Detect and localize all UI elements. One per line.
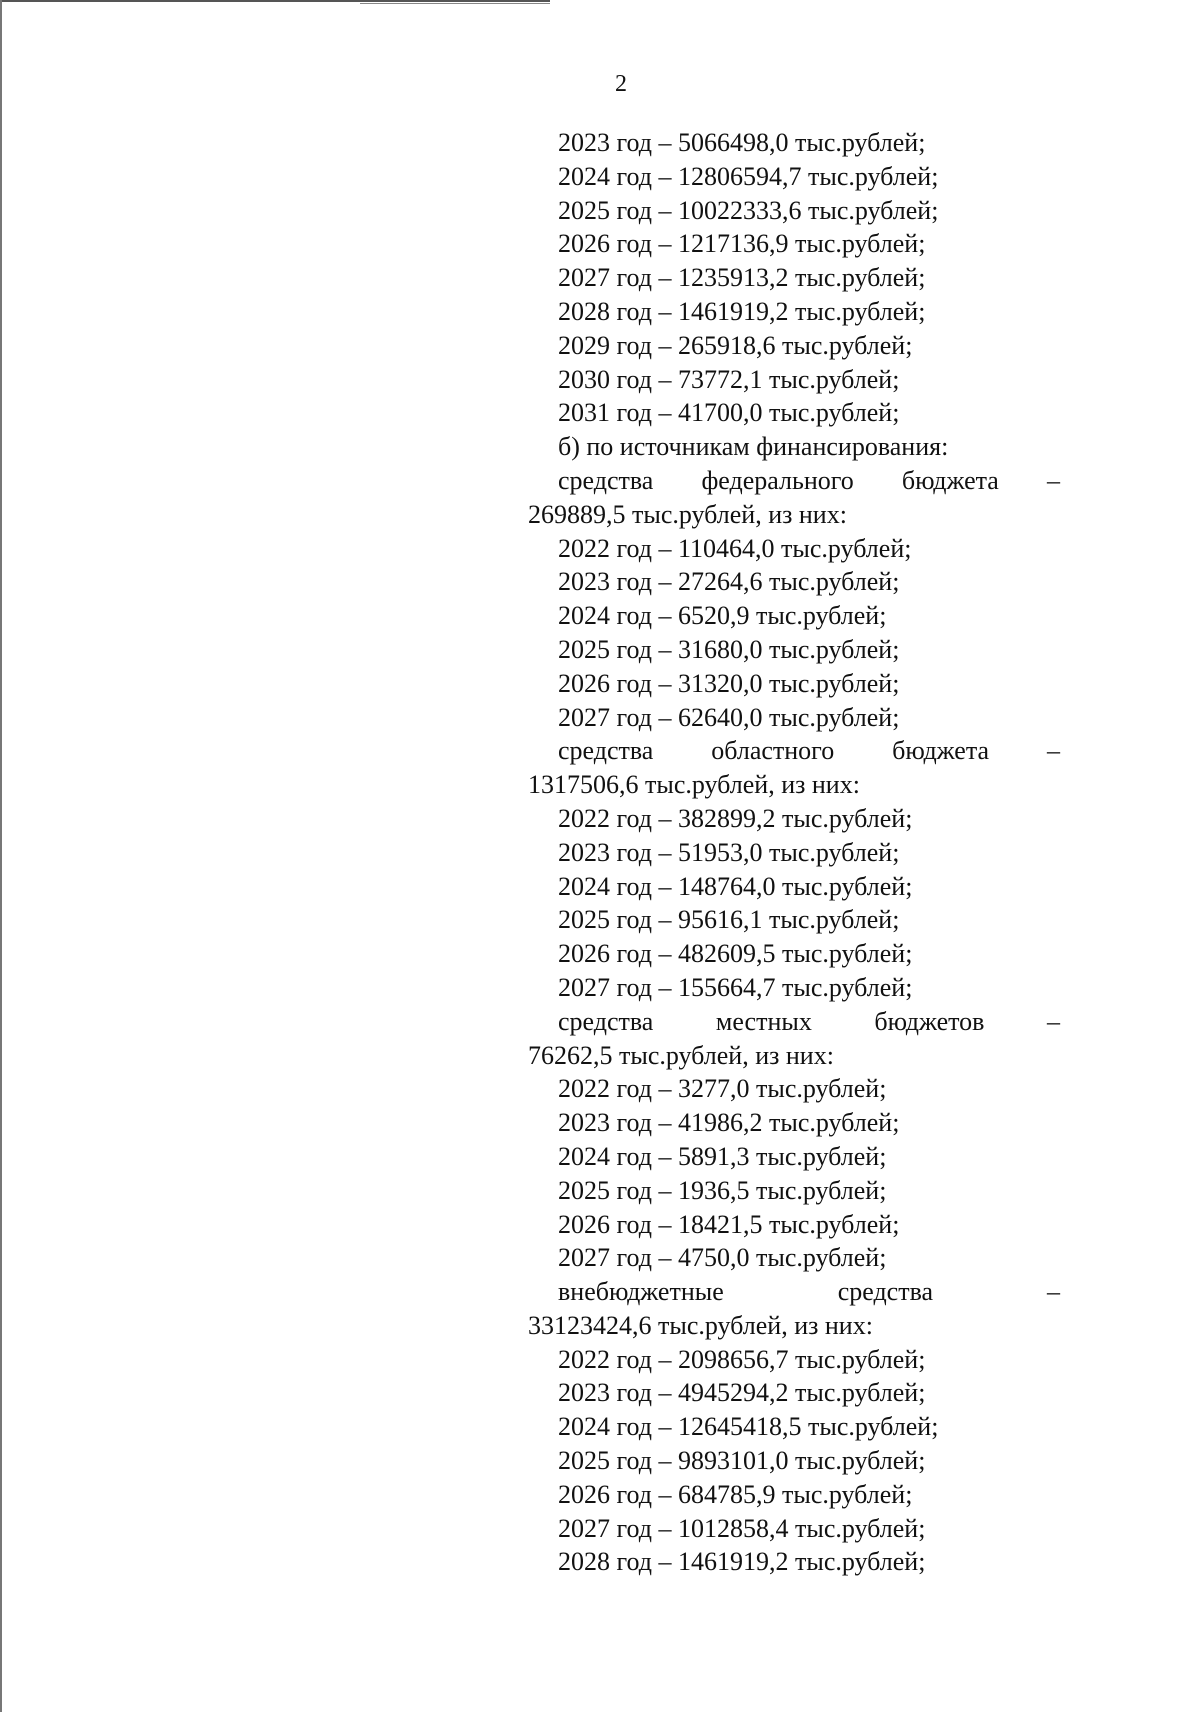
text-line: 2031 год – 41700,0 тыс.рублей; — [558, 398, 900, 428]
year-line: 2022 год – 382899,2 тыс.рублей; — [558, 803, 913, 833]
year-line: 2026 год – 482609,5 тыс.рублей; — [558, 939, 913, 969]
heading-word: бюджета — [892, 736, 990, 766]
scan-border-left — [0, 0, 2, 1712]
heading-word: средства — [837, 1277, 934, 1307]
text-line: 2023 год – 5066498,0 тыс.рублей; — [558, 128, 926, 157]
heading-word: средства — [558, 736, 654, 766]
year-line: 2024 год – 6520,9 тыс.рублей; — [558, 601, 887, 631]
scan-border-top — [0, 0, 550, 2]
funding-source-heading — [528, 734, 1060, 768]
year-line: 2023 год – 4945294,2 тыс.рублей; — [558, 1378, 926, 1408]
text-line: 2024 год – 12806594,7 тыс.рублей; — [558, 161, 939, 191]
heading-word: средства — [558, 465, 654, 495]
heading-dash: – — [1047, 736, 1060, 766]
year-line: 2027 год – 155664,7 тыс.рублей; — [558, 972, 913, 1002]
text-line: 2027 год – 1235913,2 тыс.рублей; — [558, 263, 926, 293]
year-line: 2026 год – 684785,9 тыс.рублей; — [558, 1479, 913, 1509]
year-line: 2024 год – 12645418,5 тыс.рублей; — [558, 1412, 939, 1442]
funding-source-total: 76262,5 тыс.рублей, из них: — [528, 1040, 834, 1070]
year-line: 2026 год – 18421,5 тыс.рублей; — [558, 1209, 900, 1239]
heading-word: средства — [558, 1006, 654, 1036]
year-line: 2025 год – 31680,0 тыс.рублей; — [558, 634, 900, 664]
section-heading: б) по источникам финансирования: — [558, 432, 949, 462]
year-line: 2022 год – 3277,0 тыс.рублей; — [558, 1074, 887, 1104]
funding-source-heading — [528, 464, 1060, 498]
heading-word: бюджетов — [874, 1006, 985, 1036]
document-body — [528, 126, 1060, 1579]
year-line: 2025 год – 9893101,0 тыс.рублей; — [558, 1446, 926, 1476]
heading-word: внебюджетные — [558, 1277, 724, 1307]
heading-word: областного — [711, 736, 835, 766]
year-line: 2023 год – 51953,0 тыс.рублей; — [558, 837, 900, 867]
year-line: 2022 год – 110464,0 тыс.рублей; — [558, 533, 912, 563]
year-line: 2027 год – 1012858,4 тыс.рублей; — [558, 1513, 926, 1543]
heading-dash: – — [1047, 1006, 1060, 1036]
year-line: 2023 год – 27264,6 тыс.рублей; — [558, 567, 900, 597]
year-line: 2027 год – 4750,0 тыс.рублей; — [558, 1243, 887, 1273]
year-line: 2022 год – 2098656,7 тыс.рублей; — [558, 1344, 926, 1374]
text-line: 2030 год – 73772,1 тыс.рублей; — [558, 364, 900, 394]
year-line: 2023 год – 41986,2 тыс.рублей; — [558, 1108, 900, 1138]
funding-source-heading — [528, 1005, 1060, 1039]
heading-word: местных — [715, 1006, 812, 1036]
text-line: 2025 год – 10022333,6 тыс.рублей; — [558, 195, 939, 225]
year-line: 2028 год – 1461919,2 тыс.рублей; — [558, 1547, 926, 1577]
page-number: 2 — [615, 71, 627, 97]
year-line: 2026 год – 31320,0 тыс.рублей; — [558, 668, 900, 698]
text-line: 2028 год – 1461919,2 тыс.рублей; — [558, 296, 926, 326]
text-line: 2029 год – 265918,6 тыс.рублей; — [558, 330, 913, 360]
heading-dash: – — [1047, 1277, 1060, 1307]
year-line: 2025 год – 1936,5 тыс.рублей; — [558, 1175, 887, 1205]
year-line: 2025 год – 95616,1 тыс.рублей; — [558, 905, 900, 935]
heading-dash: – — [1046, 465, 1060, 495]
heading-word: федерального — [701, 465, 854, 495]
funding-source-total: 33123424,6 тыс.рублей, из них: — [528, 1310, 873, 1340]
year-line: 2027 год – 62640,0 тыс.рублей; — [558, 702, 900, 732]
funding-source-total: 269889,5 тыс.рублей, из них: — [528, 499, 847, 529]
year-line: 2024 год – 5891,3 тыс.рублей; — [558, 1141, 887, 1171]
funding-source-total: 1317506,6 тыс.рублей, из них: — [528, 770, 860, 800]
heading-word: бюджета — [901, 465, 999, 495]
text-line: 2026 год – 1217136,9 тыс.рублей; — [558, 229, 926, 259]
year-line: 2024 год – 148764,0 тыс.рублей; — [558, 871, 913, 901]
scan-border-top-inner — [360, 3, 550, 4]
funding-source-heading — [528, 1275, 1060, 1309]
